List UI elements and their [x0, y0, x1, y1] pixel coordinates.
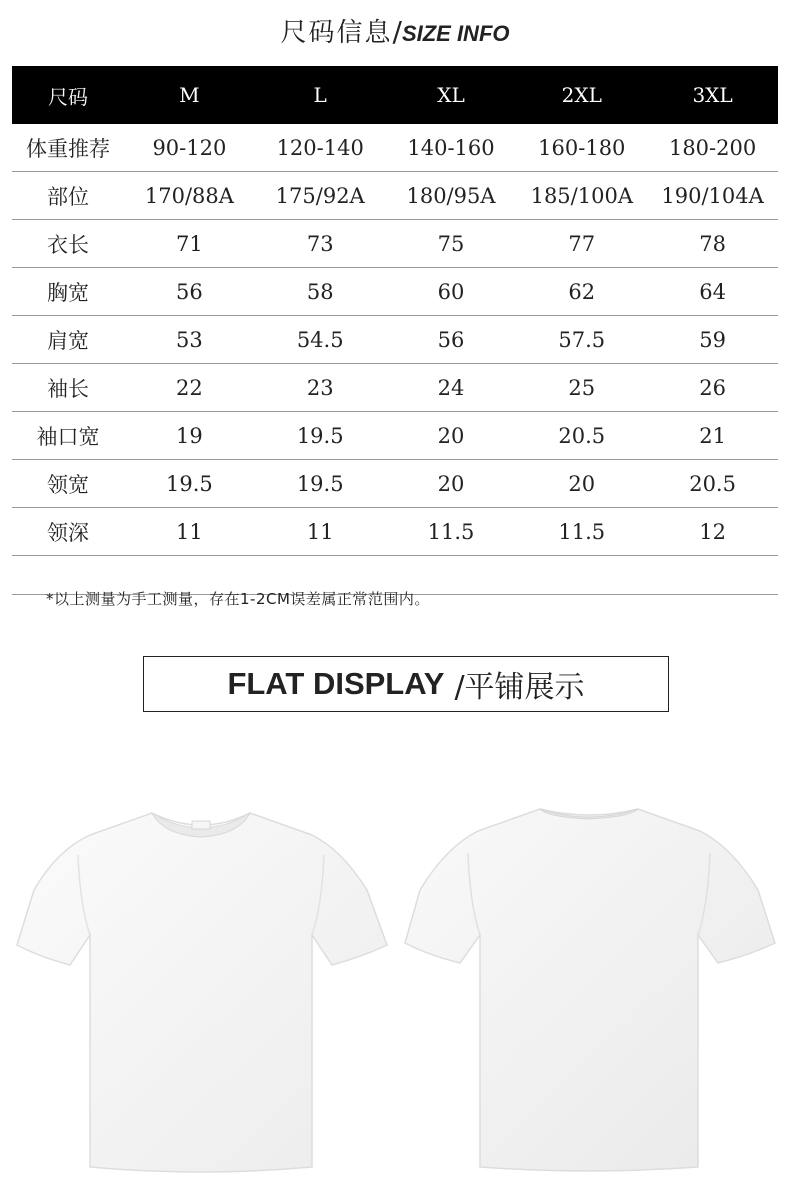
tshirt-back-image	[400, 795, 778, 1185]
table-cell: 12	[699, 519, 726, 544]
table-cell: 20	[568, 471, 596, 496]
flat-display-banner	[143, 656, 669, 712]
table-cell: 90-120	[152, 135, 227, 160]
table-cell: 180-200	[668, 135, 757, 160]
measurement-note: *以上测量为手工测量，存在1-2CM误差属正常范围内。	[46, 590, 430, 608]
table-row	[12, 460, 778, 508]
table-cell: 71	[176, 231, 203, 256]
table-cell: 56	[176, 279, 203, 304]
page-title	[0, 12, 790, 49]
table-cell: 180/95A	[406, 183, 496, 208]
table-cell: 57.5	[558, 327, 606, 352]
table-row	[12, 220, 778, 268]
tshirt-front-image	[12, 795, 390, 1185]
table-cell: 20.5	[558, 423, 606, 448]
size-table	[12, 66, 778, 595]
row-label: 胸宽	[47, 280, 89, 305]
table-cell: 22	[176, 375, 203, 400]
table-cell: 20	[437, 471, 465, 496]
table-cell: 58	[306, 279, 334, 304]
table-row	[12, 364, 778, 412]
table-cell: 59	[699, 327, 726, 352]
row-label: 体重推荐	[26, 136, 110, 161]
row-label: 衣长	[47, 232, 89, 257]
row-label: 部位	[47, 184, 89, 209]
table-cell: 21	[699, 423, 726, 448]
table-cell: 25	[568, 375, 596, 400]
header-cell-l: L	[313, 83, 327, 107]
size-table-header	[12, 66, 778, 124]
row-label: 领宽	[47, 472, 89, 497]
table-cell: 19	[176, 423, 203, 448]
table-row	[12, 508, 778, 556]
row-label: 肩宽	[47, 328, 89, 353]
table-cell: 56	[437, 327, 465, 352]
row-label: 袖口宽	[36, 424, 100, 449]
table-row	[12, 412, 778, 460]
row-label: 袖长	[47, 376, 89, 401]
table-cell: 54.5	[296, 327, 344, 352]
table-cell: 11.5	[427, 519, 475, 544]
header-cell-size: 尺码	[48, 84, 88, 109]
table-cell: 62	[568, 279, 596, 304]
table-cell: 140-160	[407, 135, 495, 160]
table-cell: 11	[176, 519, 203, 544]
table-cell: 24	[437, 375, 465, 400]
table-cell: 64	[699, 279, 726, 304]
table-cell: 75	[437, 231, 465, 256]
row-label: 领深	[47, 520, 89, 545]
header-cell-xl: XL	[437, 83, 465, 107]
table-cell: 120-140	[276, 135, 364, 160]
flat-display-title-cn: /平铺展示	[454, 670, 585, 705]
header-cell-m: M	[179, 83, 200, 107]
table-row	[12, 172, 778, 220]
table-cell: 77	[568, 231, 596, 256]
table-cell: 73	[306, 231, 334, 256]
table-cell: 19.5	[296, 423, 344, 448]
title-cn: 尺码信息	[280, 18, 393, 48]
table-cell: 60	[437, 279, 465, 304]
table-cell: 190/104A	[661, 183, 764, 208]
table-cell: 185/100A	[530, 183, 633, 208]
table-cell: 11.5	[558, 519, 606, 544]
table-cell: 23	[306, 375, 334, 400]
title-en: SIZE INFO	[401, 21, 510, 46]
header-cell-3xl: 3XL	[692, 83, 733, 107]
table-row	[12, 268, 778, 316]
title-separator: /	[392, 15, 402, 48]
header-cell-2xl: 2XL	[561, 83, 602, 107]
table-cell: 175/92A	[275, 183, 365, 208]
table-cell: 53	[176, 327, 203, 352]
table-cell: 19.5	[166, 471, 213, 496]
table-cell: 20	[437, 423, 465, 448]
table-cell: 19.5	[296, 471, 344, 496]
flat-display-title-en: FLAT DISPLAY	[227, 666, 445, 701]
table-cell: 26	[699, 375, 726, 400]
table-cell: 160-180	[538, 135, 626, 160]
table-row	[12, 316, 778, 364]
table-cell: 11	[306, 519, 334, 544]
table-row	[12, 124, 778, 172]
table-cell: 170/88A	[144, 183, 234, 208]
table-cell: 20.5	[689, 471, 736, 496]
table-cell: 78	[699, 231, 726, 256]
